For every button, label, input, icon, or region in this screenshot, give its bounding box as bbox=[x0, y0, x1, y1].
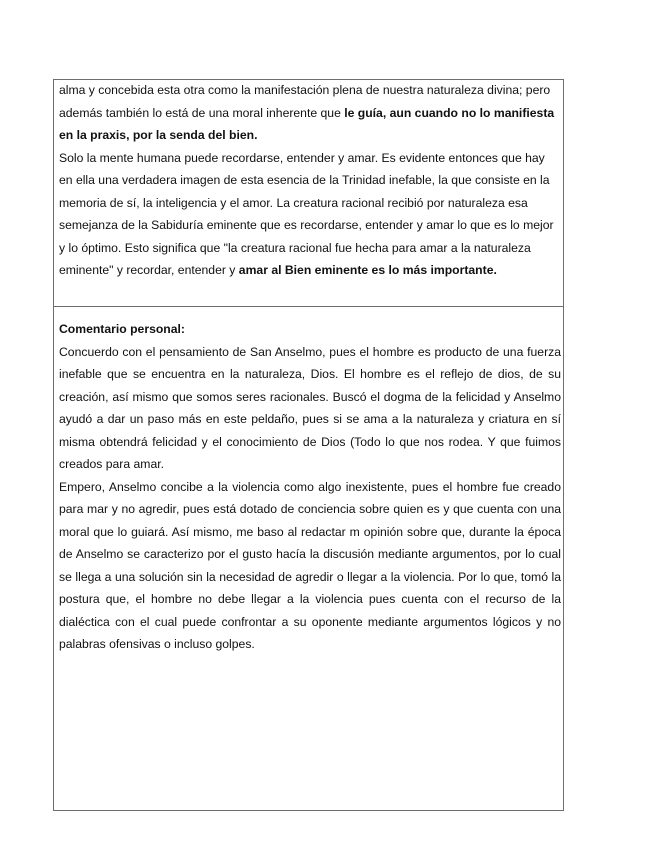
table-row-divider bbox=[53, 306, 564, 307]
commentary-heading: Comentario personal: bbox=[59, 322, 185, 336]
quote-paragraph-1-emphasis: le guía, aun cuando no lo manifiesta en la praxis, por la senda del bien. bbox=[59, 105, 555, 142]
commentary-paragraph-2: Empero, Anselmo concibe a la violencia como algo inexistente, pues el hombre fue creado para mar y no agredir, pues está dotado de conciencia sobre quien es y que cuenta con una moral que lo guiará. Así mismo, me baso al redactar m opinión sobre que, durante la época de Anselmo se caracterizo por el gusto hacía la discusión mediante argumentos, por lo cual se llega a una solución sin la necesidad de agredir o llegar a la violencia. Por lo que, tomó la postura que, el hombre no debe llegar a la violencia pues cuenta con el recurso de la dialéctica con el cual puede confrontar a su oponente mediante argumentos lógicos y no palabras ofensivas o incluso golpes. bbox=[59, 479, 561, 651]
quote-cell bbox=[59, 79, 561, 282]
quote-paragraph-1 bbox=[59, 79, 561, 147]
commentary-cell bbox=[59, 318, 561, 656]
quote-paragraph-2-emphasis: amar al Bien eminente es lo más importante. bbox=[238, 263, 497, 277]
commentary-paragraph-1: Concuerdo con el pensamiento de San Anselmo, pues el hombre es producto de una fuerza inefable que se encuentra en la naturaleza, Dios. El hombre es el reflejo de dios, de su creación, así mismo que somos seres racionales. Buscó el dogma de la felicidad y Anselmo ayudó a dar un paso más en este peldaño, pues si se ama a la naturaleza y criatura en sí misma obtendrá felicidad y el conocimiento de Dios (Todo lo que nos rodea. Y que fuimos creados para amar. bbox=[59, 344, 561, 471]
quote-paragraph-2-text: Solo la mente humana puede recordarse, entender y amar. Es evidente entonces que hay en ella una verdadera imagen de esta esencia de la Trinidad inefable, la que consiste en la memoria de sí, la inteligencia y el amor. La creatura racional recibió por naturaleza esa semejanza de la Sabiduría eminente que es recordarse, entender y amar lo que es lo mejor y lo óptimo. Esto significa que "la creatura racional fue hecha para amar a la naturaleza eminente" y recordar, entender y bbox=[59, 150, 554, 277]
quote-paragraph-1-text: alma y concebida esta otra como la manifestación plena de nuestra naturaleza divina; pero además también lo está de una moral inherente que bbox=[59, 83, 551, 120]
quote-paragraph-2 bbox=[59, 147, 561, 282]
